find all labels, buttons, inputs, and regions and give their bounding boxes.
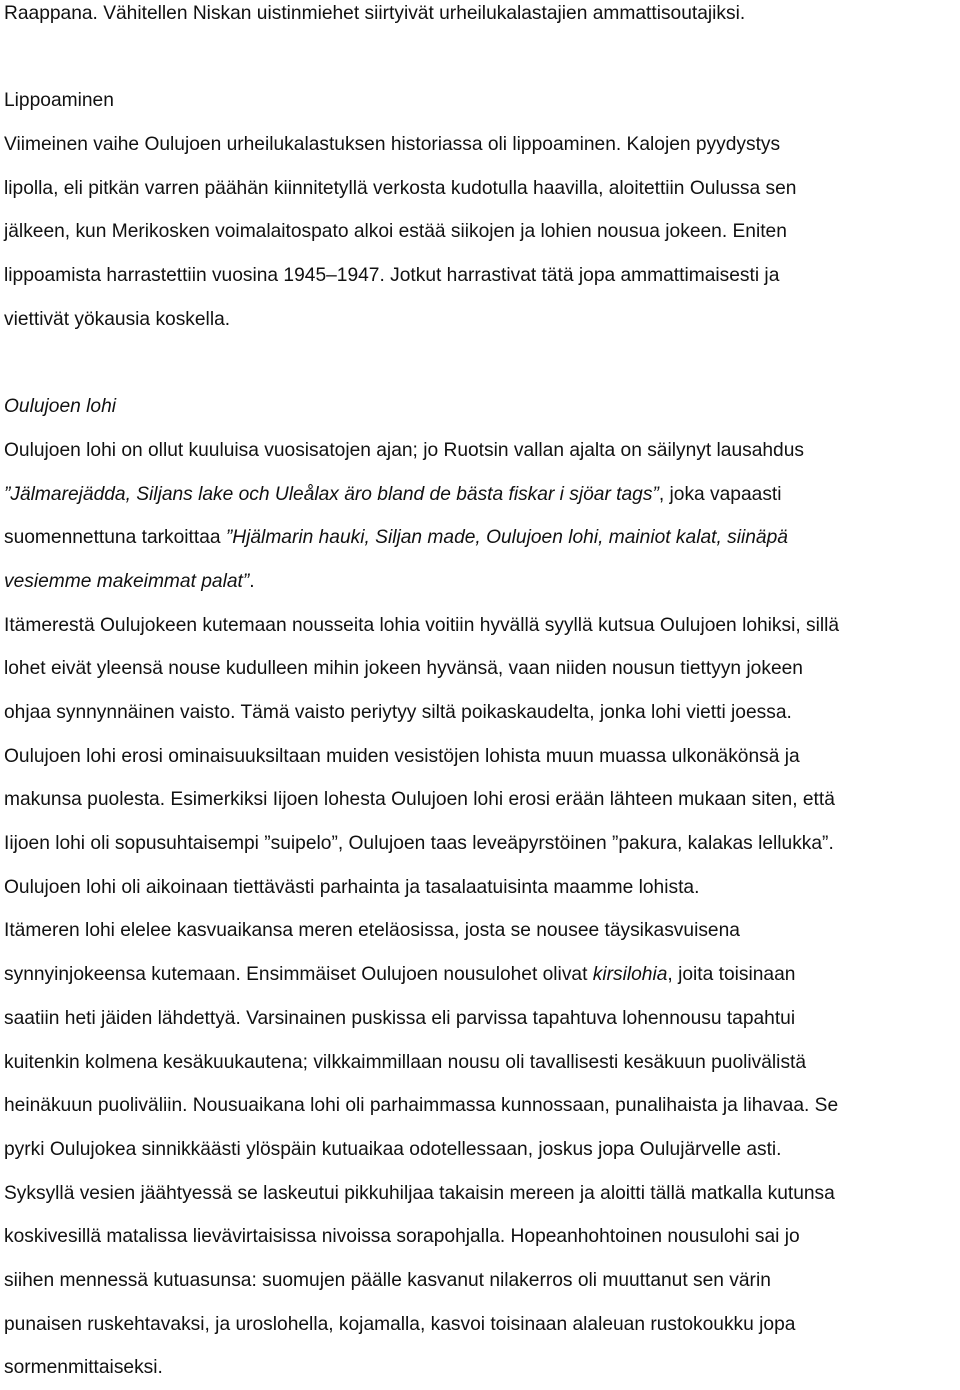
text-line: pyrki Oulujokea sinnikkäästi ylöspäin kutuaikaa odotellessaan, joskus jopa Oulujärvelle asti. — [4, 1138, 782, 1160]
text-line: punaisen ruskehtavaksi, ja uroslohella, kojamalla, kasvoi toisinaan alaleuan rustokoukku jopa — [4, 1313, 796, 1335]
quote-swedish: ”Jälmarejädda, Siljans lake och Uleålax äro bland de bästa fiskar i sjöar tags” — [4, 483, 659, 505]
text-line: lipolla, eli pitkän varren päähän kiinnitetyllä verkosta kudotulla haavilla, aloitettiin Oulussa sen — [4, 177, 797, 199]
paragraph-gap — [4, 36, 956, 80]
text-line: siihen mennessä kutuasunsa: suomujen päälle kasvanut nilakerros oli muuttanut sen värin — [4, 1269, 771, 1291]
text-line — [4, 560, 956, 604]
text-line: Viimeinen vaihe Oulujoen urheilukalastuksen historiassa oli lippoaminen. Kalojen pyydystys — [4, 134, 781, 156]
text-line: viettivät yökausia koskella. — [4, 308, 231, 330]
text-line: Syksyllä vesien jäähtyessä se laskeutui pikkuhiljaa takaisin mereen ja aloitti tällä matkalla kutunsa — [4, 1182, 835, 1204]
intro-line: Raappana. Vähitellen Niskan uistinmiehet siirtyivät urheilukalastajien ammattisoutajiksi. — [4, 3, 746, 24]
quote-finnish-end: vesiemme makeimmat palat” — [4, 570, 250, 592]
text-line: jälkeen, kun Merikosken voimalaitospato alkoi estää siikojen ja lohien nousua jokeen. Eniten — [4, 221, 787, 243]
text-fragment: suomennettuna tarkoittaa — [4, 527, 226, 549]
text-line: ohjaa synnynnäinen vaisto. Tämä vaisto periytyy siltä poikaskaudelta, jonka lohi vietti joessa. — [4, 702, 792, 723]
text-fragment: . — [249, 570, 255, 592]
text-line: Itämerestä Oulujokeen kutemaan nousseita lohia voitiin hyvällä syyllä kutsua Oulujoen lohiksi, sillä — [4, 614, 840, 636]
text-line — [4, 953, 956, 997]
italic-term: kirsilohia — [592, 964, 668, 986]
text-line: kuitenkin kolmena kesäkuukautena; vilkkaimmillaan nousu oli tavallisesti kesäkuun puolivälistä — [4, 1051, 807, 1073]
text-line: Iijoen lohi oli sopusuhtaisempi ”suipelo”, Oulujoen taas leveäpyrstöinen ”pakura, kalakas lellukka”. — [4, 833, 834, 855]
text-line — [4, 516, 956, 560]
heading-text: Oulujoen lohi — [4, 396, 117, 418]
text-fragment: , joita toisinaan — [667, 964, 796, 986]
text-line: Oulujoen lohi erosi ominaisuuksiltaan muiden vesistöjen lohista muun muassa ulkonäkönsä ja — [4, 745, 800, 767]
paragraph-gap — [4, 342, 956, 386]
text-line: Oulujoen lohi oli aikoinaan tiettävästi parhainta ja tasalaatuisinta maamme lohista. — [4, 876, 700, 898]
text-fragment: , joka vapaasti — [658, 483, 782, 505]
text-line: sormenmittaiseksi. — [4, 1357, 163, 1379]
text-line: saatiin heti jäiden lähdettyä. Varsinainen puskissa eli parvissa tapahtuva lohennousu tapahtui — [4, 1007, 796, 1029]
text-line: koskivesillä matalissa lievävirtaisissa nivoissa sorapohjalla. Hopeanhohtoinen nousulohi sai jo — [4, 1226, 800, 1248]
section-heading-oulujoen-lohi — [4, 385, 956, 429]
text-line: Itämeren lohi elelee kasvuaikansa meren eteläosissa, josta se nousee täysikasvuisena — [4, 920, 740, 942]
text-line: makunsa puolesta. Esimerkiksi Iijoen lohesta Oulujoen lohi erosi erään lähteen mukaan siten, että — [4, 789, 835, 811]
section-heading-lippoaminen: Lippoaminen — [4, 90, 114, 112]
text-fragment: synnyinjokeensa kutemaan. Ensimmäiset Oulujoen nousulohet olivat — [4, 964, 593, 986]
text-line: heinäkuun puoliväliin. Nousuaikana lohi oli parhaimmassa kunnossaan, punalihaista ja lihavaa. Se — [4, 1095, 839, 1117]
document-page — [4, 0, 956, 1390]
text-line: Oulujoen lohi on ollut kuuluisa vuosisatojen ajan; jo Ruotsin vallan ajalta on säilynyt lausahdus — [4, 439, 804, 461]
quote-finnish: ”Hjälmarin hauki, Siljan made, Oulujoen lohi, mainiot kalat, siinäpä — [225, 527, 788, 549]
text-line — [4, 473, 956, 517]
text-line: lippoamista harrastettiin vuosina 1945–1947. Jotkut harrastivat tätä jopa ammattimaisesti ja — [4, 265, 780, 287]
text-line: lohet eivät yleensä nouse kudulleen mihin jokeen hyvänsä, vaan niiden nousun tiettyyn jokeen — [4, 658, 803, 680]
